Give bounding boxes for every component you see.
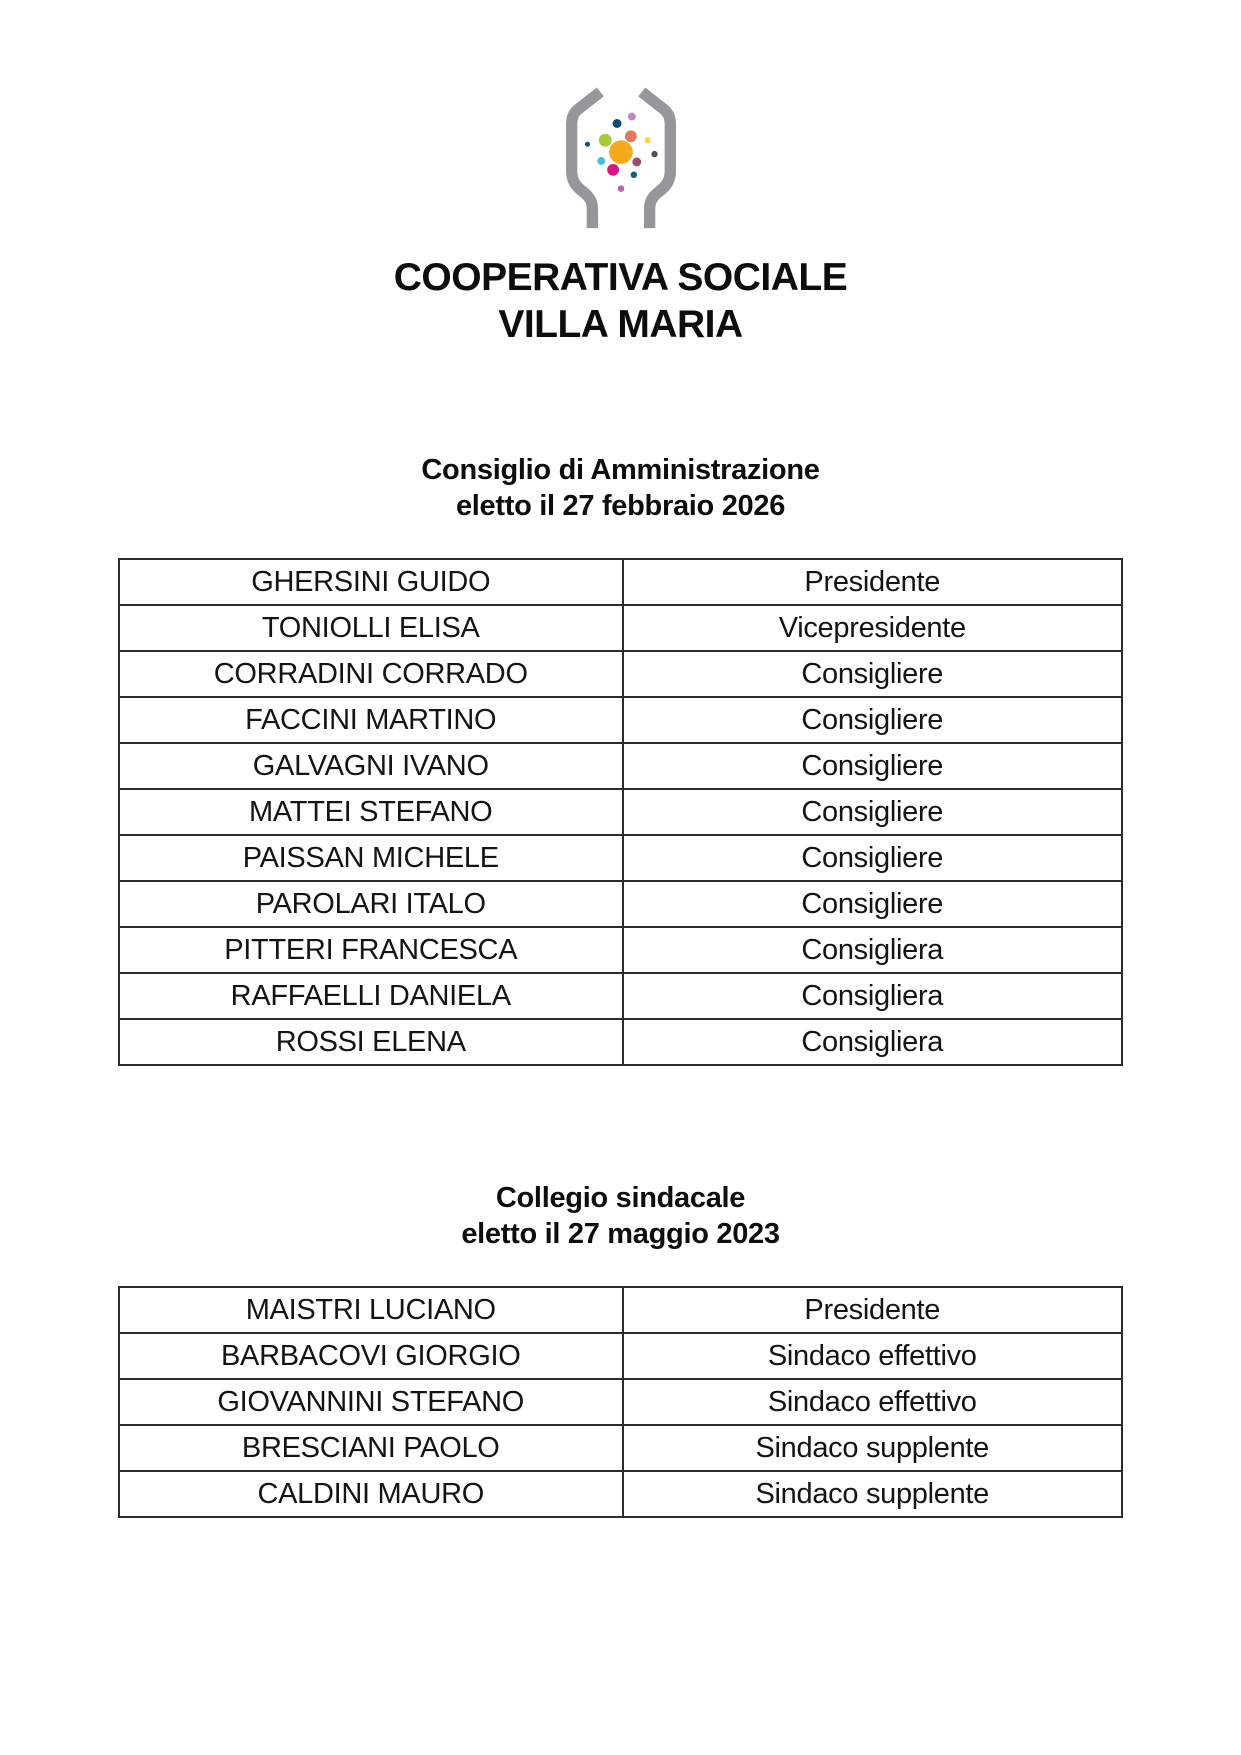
- auditors-table: [118, 1286, 1123, 1518]
- logo-dot: [632, 158, 641, 167]
- member-name-cell: CORRADINI CORRADO: [119, 651, 623, 697]
- member-role-cell: Consigliere: [623, 881, 1123, 927]
- table-row: [119, 1333, 1122, 1379]
- logo-left-brace: [571, 92, 600, 228]
- member-role-cell: Consigliere: [623, 789, 1123, 835]
- board-heading-title: Consiglio di Amministrazione: [421, 454, 820, 486]
- auditors-heading-date: eletto il 27 maggio 2023: [461, 1218, 780, 1250]
- member-role-cell: Consigliere: [623, 835, 1123, 881]
- member-role-cell: Consigliera: [623, 927, 1123, 973]
- member-role-cell: Sindaco supplente: [623, 1471, 1123, 1517]
- board-heading-date: eletto il 27 febbraio 2026: [455, 490, 786, 522]
- member-role-cell: Consigliera: [623, 973, 1123, 1019]
- board-table: [118, 558, 1123, 1066]
- member-name-cell: CALDINI MAURO: [119, 1471, 623, 1517]
- table-row: [119, 789, 1122, 835]
- logo-dots: [584, 113, 657, 192]
- member-role-cell: Presidente: [623, 559, 1123, 605]
- member-role-cell: Consigliere: [623, 743, 1123, 789]
- table-row: [119, 743, 1122, 789]
- member-role-cell: Sindaco supplente: [623, 1425, 1123, 1471]
- member-name-cell: BARBACOVI GIORGIO: [119, 1333, 623, 1379]
- table-row: [119, 927, 1122, 973]
- table-row: [119, 973, 1122, 1019]
- table-row: [119, 1379, 1122, 1425]
- table-row: [119, 1425, 1122, 1471]
- logo-dot: [627, 113, 635, 121]
- member-name-cell: MAISTRI LUCIANO: [119, 1287, 623, 1333]
- logo-dot: [617, 185, 624, 192]
- logo-dot: [651, 151, 657, 157]
- table-row: [119, 1287, 1122, 1333]
- member-name-cell: PAISSAN MICHELE: [119, 835, 623, 881]
- logo-dot: [597, 157, 605, 165]
- table-row: [119, 1471, 1122, 1517]
- member-role-cell: Consigliere: [623, 651, 1123, 697]
- member-name-cell: GIOVANNINI STEFANO: [119, 1379, 623, 1425]
- member-name-cell: GHERSINI GUIDO: [119, 559, 623, 605]
- org-name-line2: VILLA MARIA: [498, 303, 743, 346]
- member-name-cell: FACCINI MARTINO: [119, 697, 623, 743]
- member-role-cell: Sindaco effettivo: [623, 1379, 1123, 1425]
- logo-dot: [624, 130, 636, 142]
- member-role-cell: Consigliera: [623, 1019, 1123, 1065]
- member-name-cell: PAROLARI ITALO: [119, 881, 623, 927]
- auditors-section: [0, 1180, 1241, 1518]
- org-name: [0, 254, 1241, 348]
- logo-dot: [630, 172, 637, 179]
- member-role-cell: Presidente: [623, 1287, 1123, 1333]
- logo-dot: [609, 140, 633, 164]
- logo-right-brace: [641, 92, 670, 228]
- org-name-line1: COOPERATIVA SOCIALE: [393, 256, 848, 299]
- logo-dot: [644, 137, 650, 143]
- board-section: [0, 452, 1241, 1066]
- table-row: [119, 559, 1122, 605]
- logo-dot: [607, 164, 619, 176]
- member-name-cell: TONIOLLI ELISA: [119, 605, 623, 651]
- member-name-cell: RAFFAELLI DANIELA: [119, 973, 623, 1019]
- member-role-cell: Vicepresidente: [623, 605, 1123, 651]
- table-row: [119, 651, 1122, 697]
- logo-container: [0, 0, 1241, 234]
- member-name-cell: PITTERI FRANCESCA: [119, 927, 623, 973]
- member-name-cell: MATTEI STEFANO: [119, 789, 623, 835]
- member-name-cell: ROSSI ELENA: [119, 1019, 623, 1065]
- member-role-cell: Consigliere: [623, 697, 1123, 743]
- table-row: [119, 1019, 1122, 1065]
- auditors-heading: [0, 1180, 1241, 1252]
- logo-dot: [584, 142, 589, 147]
- logo-dot: [598, 134, 611, 147]
- member-name-cell: BRESCIANI PAOLO: [119, 1425, 623, 1471]
- auditors-heading-title: Collegio sindacale: [495, 1182, 746, 1214]
- cooperative-logo-icon: [550, 86, 692, 234]
- table-row: [119, 881, 1122, 927]
- member-name-cell: GALVAGNI IVANO: [119, 743, 623, 789]
- logo-dot: [612, 119, 621, 128]
- table-row: [119, 697, 1122, 743]
- member-role-cell: Sindaco effettivo: [623, 1333, 1123, 1379]
- table-row: [119, 605, 1122, 651]
- table-row: [119, 835, 1122, 881]
- board-heading: [0, 452, 1241, 524]
